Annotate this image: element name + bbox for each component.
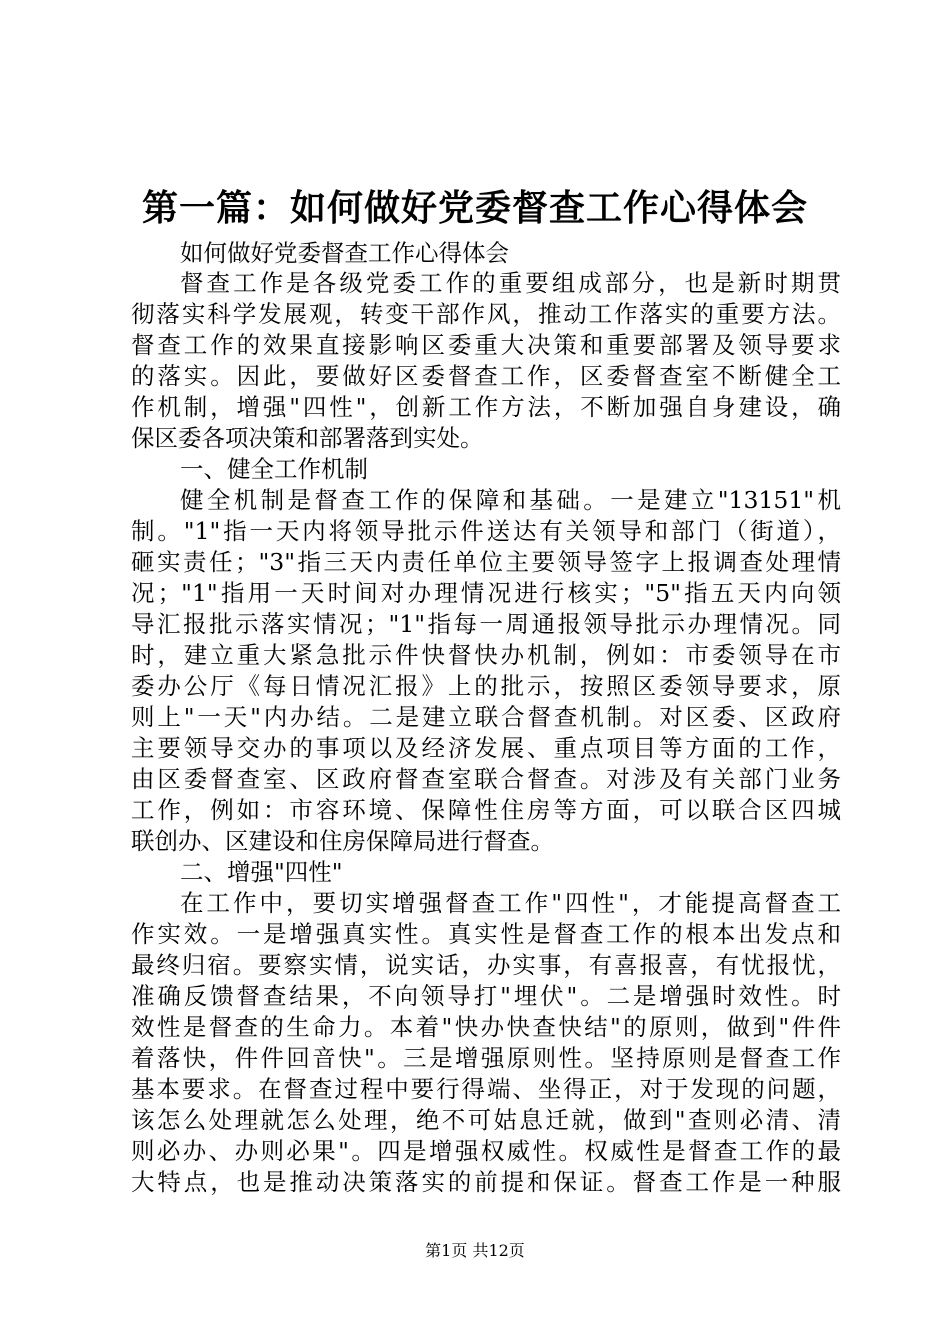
paragraph-line: 彻落实科学发展观，转变干部作风，推动工作落实的重要方法。 — [131, 300, 841, 328]
paragraph-line: 基本要求。在督查过程中要行得端、坐得正，对于发现的问题， — [131, 1075, 841, 1103]
paragraph-line: 则上"一天"内办结。二是建立联合督查机制。对区委、区政府 — [131, 703, 841, 731]
section-heading: 二、增强"四性" — [180, 858, 343, 886]
page-number: 第1页 共12页 — [425, 1241, 525, 1260]
document-title: 第一篇：如何做好党委督查工作心得体会 — [141, 187, 808, 229]
paragraph-line: 况；"1"指用一天时间对办理情况进行核实；"5"指五天内向领 — [131, 579, 841, 607]
paragraph-line: 作实效。一是增强真实性。真实性是督查工作的根本出发点和 — [131, 920, 841, 948]
paragraph-line: 大特点，也是推动决策落实的前提和保证。督查工作是一种服 — [131, 1168, 841, 1196]
paragraph-line: 作机制，增强"四性"，创新工作方法，不断加强自身建设，确 — [131, 393, 841, 421]
paragraph-line: 准确反馈督查结果，不向领导打"埋伏"。二是增强时效性。时 — [131, 982, 841, 1010]
paragraph-line: 该怎么处理就怎么处理，绝不可姑息迁就，做到"查则必清、清 — [131, 1106, 841, 1134]
paragraph-line: 砸实责任；"3"指三天内责任单位主要领导签字上报调查处理情 — [131, 548, 841, 576]
document-subtitle: 如何做好党委督查工作心得体会 — [180, 239, 509, 267]
paragraph-line: 健全机制是督查工作的保障和基础。一是建立"13151"机 — [180, 486, 841, 514]
paragraph-line: 督查工作的效果直接影响区委重大决策和重要部署及领导要求 — [131, 331, 841, 359]
paragraph-line: 最终归宿。要察实情，说实话，办实事，有喜报喜，有忧报忧， — [131, 951, 841, 979]
paragraph-line: 联创办、区建设和住房保障局进行督查。 — [131, 827, 554, 855]
paragraph-line: 效性是督查的生命力。本着"快办快查快结"的原则，做到"件件 — [131, 1013, 841, 1041]
paragraph-line: 由区委督查室、区政府督查室联合督查。对涉及有关部门业务 — [131, 765, 841, 793]
section-heading: 一、健全工作机制 — [180, 455, 368, 483]
paragraph-line: 导汇报批示落实情况；"1"指每一周通报领导批示办理情况。同 — [131, 610, 841, 638]
paragraph-line: 保区委各项决策和部署落到实处。 — [131, 424, 484, 452]
paragraph-line: 督查工作是各级党委工作的重要组成部分，也是新时期贯 — [180, 269, 841, 297]
paragraph-line: 的落实。因此，要做好区委督查工作，区委督查室不断健全工 — [131, 362, 841, 390]
paragraph-line: 着落快，件件回音快"。三是增强原则性。坚持原则是督查工作 — [131, 1044, 841, 1072]
paragraph-line: 则必办、办则必果"。四是增强权威性。权威性是督查工作的最 — [131, 1137, 841, 1165]
paragraph-line: 时，建立重大紧急批示件快督快办机制，例如：市委领导在市 — [131, 641, 841, 669]
paragraph-line: 工作，例如：市容环境、保障性住房等方面，可以联合区四城 — [131, 796, 841, 824]
paragraph-line: 委办公厅《每日情况汇报》上的批示，按照区委领导要求，原 — [131, 672, 841, 700]
paragraph-line: 制。"1"指一天内将领导批示件送达有关领导和部门（街道）， — [131, 517, 841, 545]
paragraph-line: 主要领导交办的事项以及经济发展、重点项目等方面的工作， — [131, 734, 841, 762]
paragraph-line: 在工作中，要切实增强督查工作"四性"，才能提高督查工 — [180, 889, 841, 917]
